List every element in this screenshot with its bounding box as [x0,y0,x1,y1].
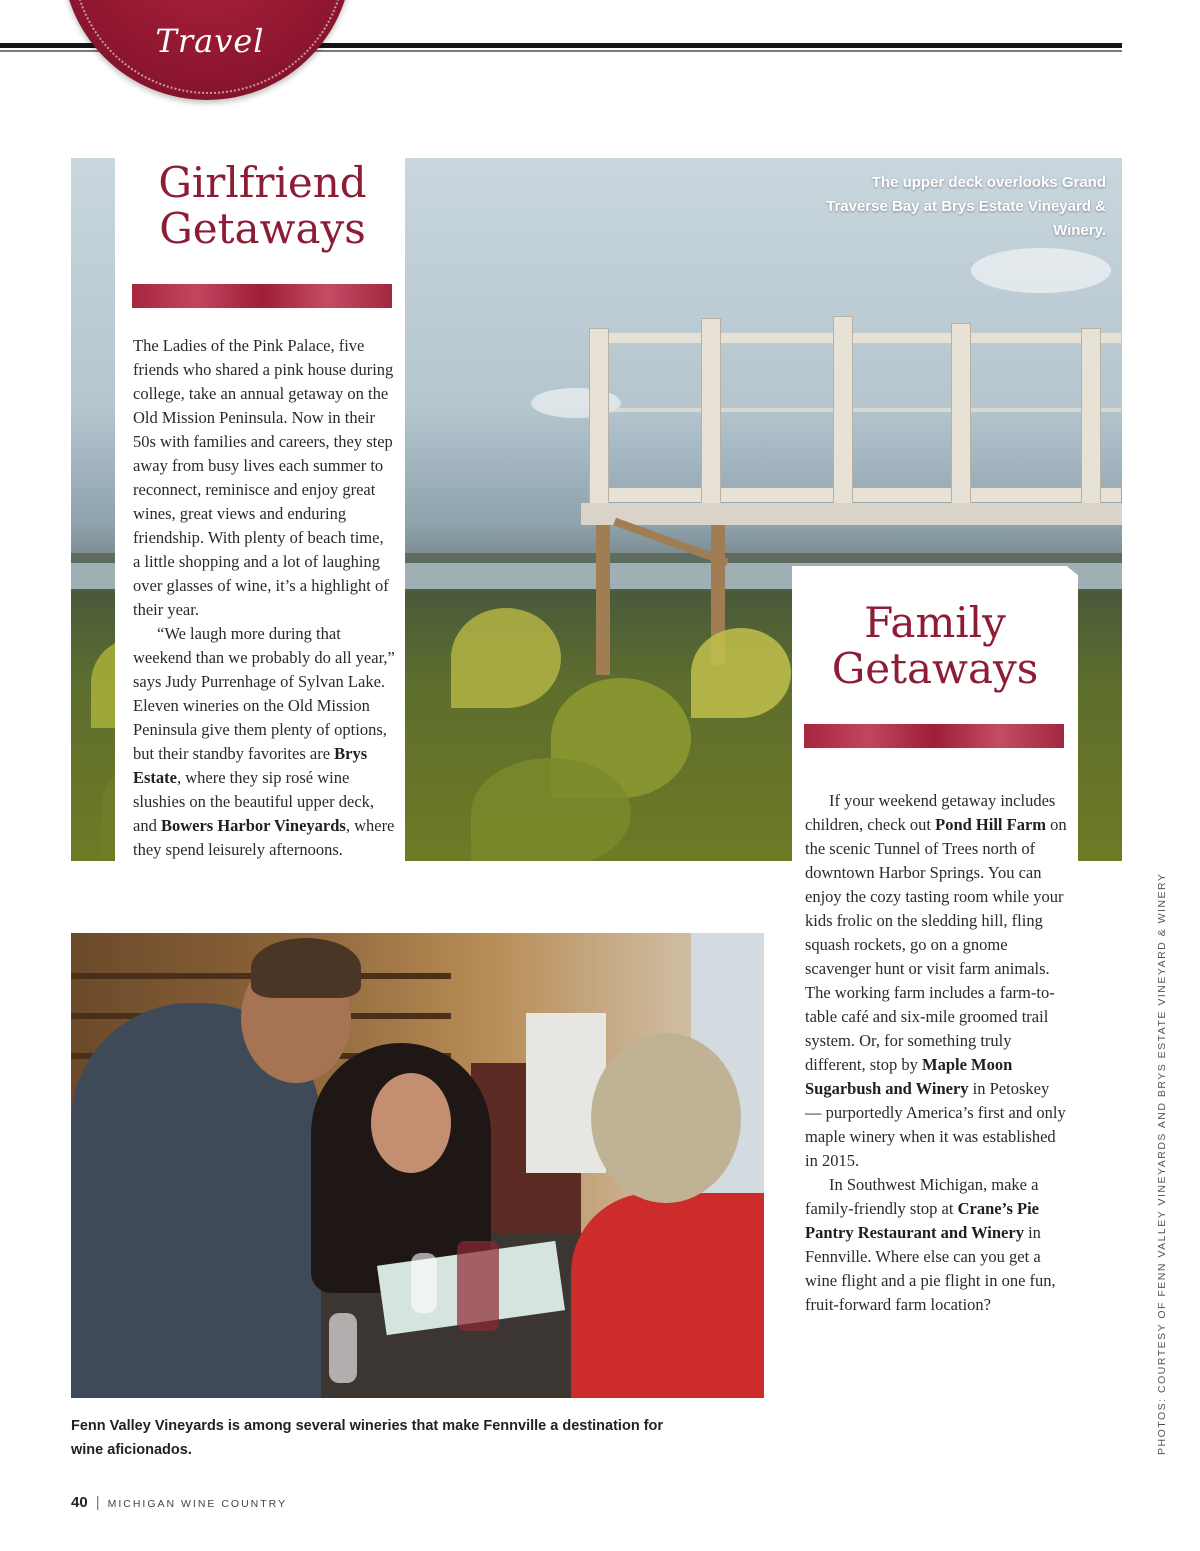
girlfriend-paragraph-1: The Ladies of the Pink Palace, five friends who shared a pink house during college, take an annual getaway on the Old Mission Peninsula. Now in their 50s with families and careers, they step away from busy lives each summer to reconnect, reminisce and enjoy great wines, great views and enduring friendship. With plenty of beach time, a little shopping and a lot of laughing over glasses of wine, it’s a highlight of their year. [133,336,394,619]
family-divider [804,724,1064,748]
publication-name: MICHIGAN WINE COUNTRY [107,1498,288,1510]
family-paragraph-1 [805,789,1067,1173]
winery-photo-caption: Fenn Valley Vineyards is among several wineries that make Fennville a destination for wine aficionados. [71,1418,664,1458]
girlfriend-title-line1: Girlfriend [158,158,367,207]
text-run: If your weekend getaway includes children, check out [805,791,1056,834]
footer-divider: | [95,1494,100,1511]
family-paragraph-2 [805,1173,1067,1317]
page-footer [71,1494,287,1511]
family-title [792,600,1078,692]
text-run: in Fennville. Where else can you get a wine flight and a pie flight in one fun, fruit-forward farm location? [805,1223,1056,1314]
winery-name-bowers: Bowers Harbor Vineyards [160,816,346,835]
deck-photo-caption: The upper deck overlooks Grand Traverse Bay at Brys Estate Vineyard & Winery. [826,174,1106,239]
text-run: on the scenic Tunnel of Trees north of downtown Harbor Springs. You can enjoy the cozy tasting room while your kids frolic on the sledding hill, fling squash rockets, go on a gnome scavenger hunt or visit farm animals. The working farm includes a farm-to-table café and six-mile groomed trail system. Or, for something truly different, stop by [805,815,1067,1074]
girlfriend-article [133,334,395,862]
text-run: , where they spend leisurely afternoons. [133,816,395,859]
family-article [805,789,1067,1317]
winery-photo [71,933,764,1398]
text-run: , where they sip rosé wine slushies on the beautiful upper deck, and [133,768,375,835]
section-label: Travel [155,22,265,60]
girlfriend-title [115,160,410,252]
family-title-line1: Family [864,598,1006,647]
family-title-line2: Getaways [831,644,1039,693]
page-number: 40 [71,1494,88,1511]
photo-credit: PHOTOS: COURTESY OF FENN VALLEY VINEYARDS AND BRYS ESTATE VINEYARD & WINERY [1156,872,1168,1455]
girlfriend-paragraph-2 [133,622,395,862]
farm-name-pond-hill: Pond Hill Farm [935,815,1047,834]
text-run: in Petoskey — purportedly America’s first and only maple winery when it was established in 2015. [805,1079,1066,1170]
girlfriend-title-line2: Getaways [159,204,366,253]
winery-name-cranes: Crane’s Pie Pantry Restaurant and Winery [805,1199,1039,1242]
girlfriend-divider [132,284,392,308]
winery-name-brys: Brys Estate [133,744,368,787]
winery-name-maple-moon: Maple Moon Sugarbush and Winery [805,1055,1013,1098]
text-run: In Southwest Michigan, make a family-friendly stop at [805,1175,1039,1218]
text-run: “We laugh more during that weekend than we probably do all year,” says Judy Purrenhage of Sylvan Lake. Eleven wineries on the Old Mission Peninsula give them plenty of options, but their standby favorites are [133,624,395,763]
